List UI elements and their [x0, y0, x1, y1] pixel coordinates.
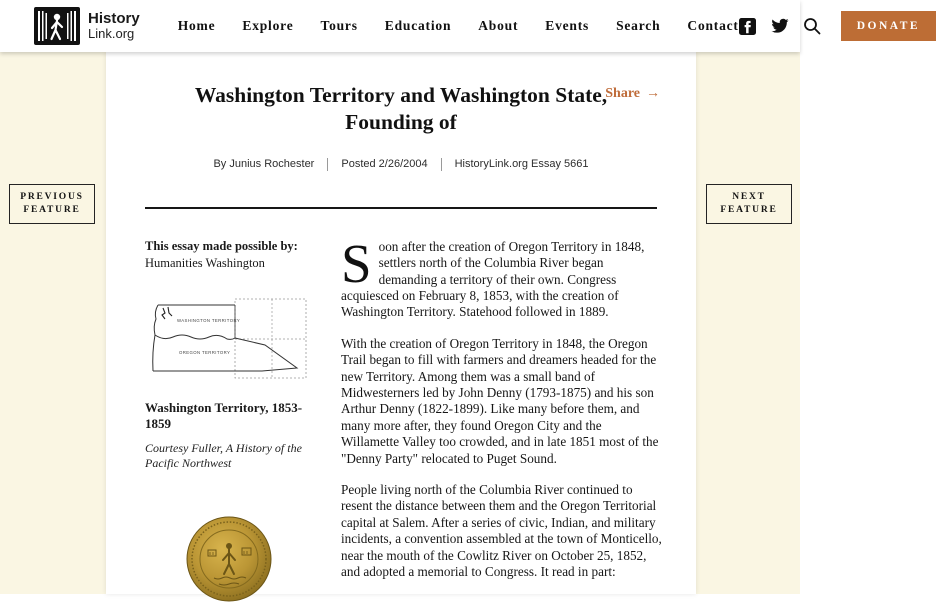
map-credit-prefix: Courtesy Fuller, [145, 440, 223, 455]
logo-text [88, 11, 140, 40]
site-header [0, 0, 921, 52]
intro-paragraph [341, 232, 662, 321]
map-label-washington: WASHINGTON TERRITORY [177, 317, 241, 323]
dropcap: S [341, 232, 372, 294]
main-nav [178, 18, 739, 34]
donate-button[interactable]: DONATE [841, 11, 936, 41]
nav-item-about[interactable]: About [478, 18, 519, 33]
article-body [106, 209, 696, 602]
page-background [0, 52, 800, 594]
article-column [106, 52, 696, 594]
byline-author: By Junius Rochester [213, 158, 315, 171]
next-feature-line2: FEATURE [720, 204, 778, 215]
byline-divider [327, 158, 328, 171]
historylink-logo-icon [34, 7, 80, 45]
article-title: Washington Territory and Washington State, Founding of [194, 83, 608, 134]
byline-divider [441, 158, 442, 171]
article-sidebar [145, 239, 312, 602]
intro-text: oon after the creation of Oregon Territory in 1848, settlers north of the Columbia River began demanding a territory of their own. Congress acquiesced on February 8, 1853, with the creation of Washington Territory. Statehood followed in 1889. [341, 238, 645, 320]
previous-feature-line1: PREVIOUS [20, 192, 84, 202]
article-text [341, 232, 662, 602]
map-figcaption [145, 400, 312, 472]
article-byline [106, 158, 696, 171]
byline-posted-date: Posted 2/26/2004 [341, 158, 428, 171]
logo-line1: History [88, 10, 140, 28]
sponsor-name: Humanities Washington [145, 255, 265, 270]
nav-item-contact[interactable]: Contact [687, 18, 739, 33]
nav-item-explore[interactable]: Explore [242, 18, 294, 33]
logo-line2: Link.org [88, 26, 135, 42]
territory-map-figure [145, 292, 312, 472]
previous-feature-button[interactable] [9, 184, 95, 224]
paragraph: People living north of the Columbia River continued to resent the distance between them and the Oregon Territorial capital at Salem. After a series of civic, Indian, and military incidents, a convention assembled at the town of Monticello, near the mouth of the Cowlitz River on October 25, 1852, and adopted a memorial to Congress. It read in part: [341, 482, 662, 580]
nav-item-search[interactable]: Search [616, 18, 661, 33]
search-icon[interactable] [803, 17, 821, 35]
previous-feature-line2: FEATURE [23, 204, 81, 215]
territory-map-image [145, 292, 312, 387]
nav-item-home[interactable]: Home [177, 18, 216, 33]
map-credit [145, 441, 312, 472]
territorial-seal-image [186, 516, 272, 602]
share-link[interactable] [605, 86, 660, 102]
nav-item-events[interactable]: Events [545, 18, 590, 33]
arrow-right-icon: → [646, 86, 660, 101]
map-credit-title: A History of the Pacific Northwest [145, 440, 302, 471]
share-label: Share [605, 86, 640, 101]
map-caption: Washington Territory, 1853-1859 [145, 399, 303, 431]
byline-essay-number: HistoryLink.org Essay 5661 [454, 158, 589, 171]
header-right [739, 11, 936, 41]
facebook-icon[interactable] [739, 17, 757, 35]
paragraph: With the creation of Oregon Territory in 1848, the Oregon Trail began to fill with farmers and dreamers headed for the new Territory. Among them was a small band of Midwesterners led by John Denny (1793-1875) and his son Arthur Denny (1822-1899). Like many before them, and many more after, they found Oregon City and the Willamette Valley too crowded, and in late 1851 most of the "Denny Party" relocated to Puget Sound. [341, 335, 659, 466]
map-label-oregon: OREGON TERRITORY [179, 349, 231, 355]
next-feature-button[interactable] [706, 184, 792, 224]
nav-item-education[interactable]: Education [384, 18, 452, 33]
twitter-icon[interactable] [771, 17, 789, 35]
nav-item-tours[interactable]: Tours [320, 18, 358, 33]
sponsor-label: This essay made possible by: [145, 238, 298, 253]
next-feature-line1: NEXT [732, 192, 766, 202]
site-logo[interactable] [34, 7, 140, 45]
